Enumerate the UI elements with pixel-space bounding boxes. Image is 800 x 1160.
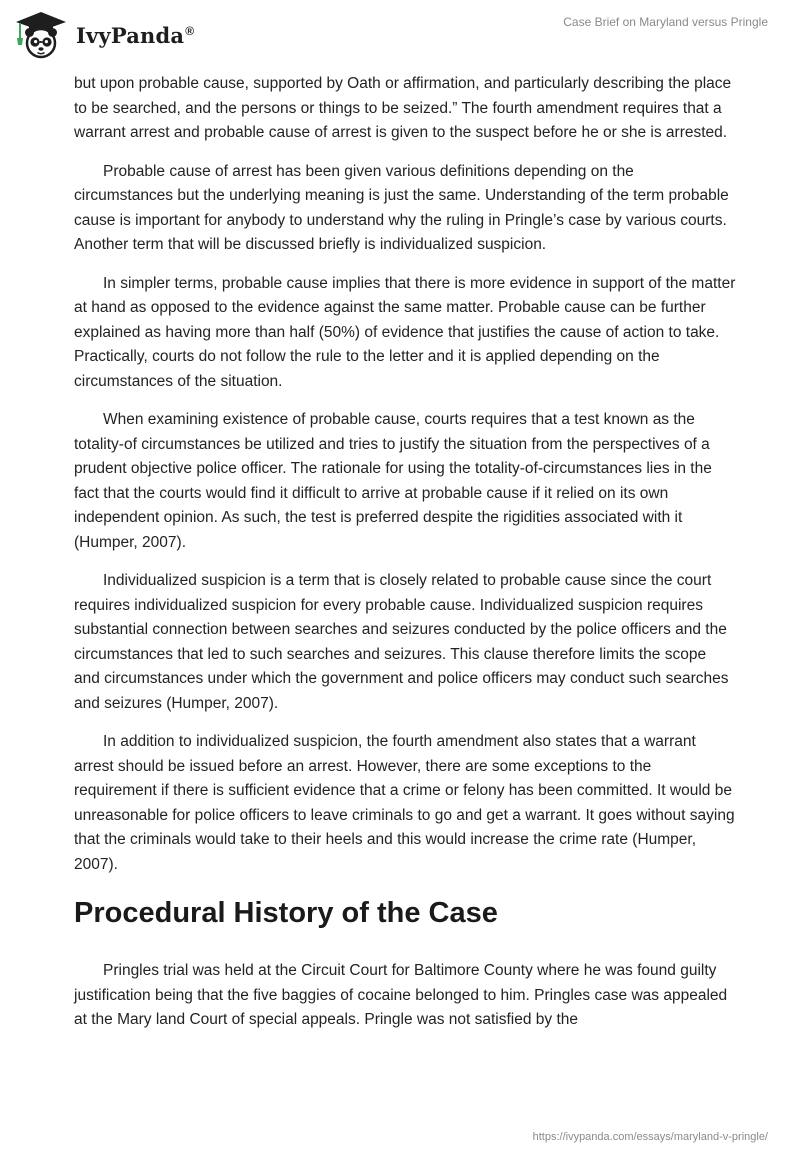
paragraph: Individualized suspicion is a term that is closely related to probable cause since the court requires individualized suspicion for every probable cause. Individualized suspicion requires substantial connection between searches and seizures conducted by the police officers and the circumstances that led to such searches and seizures. This clause therefore limits the scope and circumstances under which the government and police officers may conduct such searches and seizures (Humper, 2007). [74,572,729,712]
paragraph: Pringles trial was held at the Circuit Court for Baltimore County where he was found guilty justification being that the five baggies of cocaine belonged to him. Pringles case was appealed at the Mary land Court of special appeals. Pringle was not satisfied by the [74,962,728,1028]
paragraph: When examining existence of probable cause, courts requires that a test known as the totality-of circumstances be utilized and tries to justify the situation from the perspectives of a prudent objective police officer. The rationale for using the totality-of-circumstances lies in the fact that the courts would find it difficult to arrive at probable cause if it relied on its own independent opinion. As such, the test is preferred despite the rigidities associated with it (Humper, 2007). [74,411,712,551]
logo-name: IvyPanda [76,22,185,48]
page-header [0,0,800,70]
document-title: Case Brief on Maryland versus Pringle [563,15,768,29]
paragraph: In addition to individualized suspicion, the fourth amendment also states that a warrant arrest should be issued before an arrest. However, there are some exceptions to the requirement if there is sufficient evidence that a crime or felony has been committed. It would be unreasonable for police officers to leave criminals to go and get a warrant. It goes without saying that the criminals would take to their heels and this would increase the crime rate (Humper, 2007). [74,733,735,873]
essay-content [74,72,736,1047]
panda-graduate-icon [14,10,68,60]
paragraph: In simpler terms, probable cause implies that there is more evidence in support of the matter at hand as opposed to the evidence against the same matter. Probable cause can be further explained as having more than half (50%) of evidence that justifies the cause of action to take. Practically, courts do not follow the rule to the letter and it is applied depending on the circumstances of the situation. [74,274,736,390]
section-heading: Procedural History of the Case [74,897,498,929]
source-url[interactable]: https://ivypanda.com/essays/maryland-v-pringle/ [532,1131,768,1143]
paragraph: Probable cause of arrest has been given various definitions depending on the circumstances but the underlying meaning is just the same. Understanding of the term probable cause is important for anybody to understand why the ruling in Pringle’s case by various courts. Another term that will be discussed briefly is individualized suspicion. [74,162,729,253]
paragraph: but upon probable cause, supported by Oath or affirmation, and particularly describing the place to be searched, and the persons or things to be seized.” The fourth amendment requires that a warrant arrest and probable cause of arrest is given to the suspect before he or she is arrested. [74,75,732,141]
registered-mark: ® [185,23,195,38]
logo-wordmark [76,23,194,48]
ivypanda-logo[interactable] [14,6,194,64]
